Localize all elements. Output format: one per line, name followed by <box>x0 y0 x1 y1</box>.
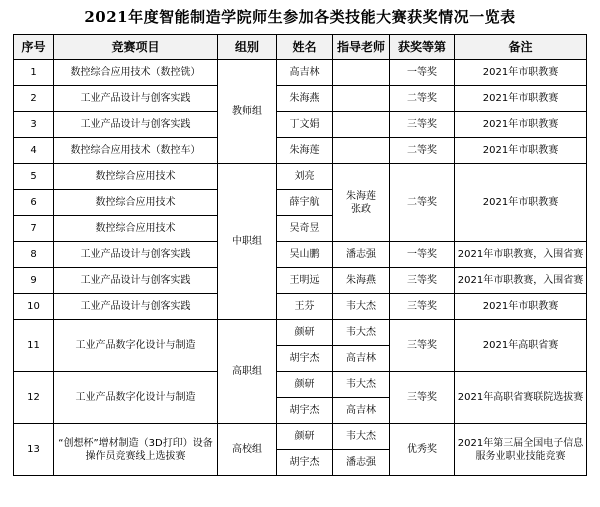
cell-note: 2021年市职教赛 <box>455 112 587 138</box>
cell-teacher <box>333 138 390 164</box>
cell-teacher <box>333 60 390 86</box>
cell-note: 2021年市职教赛 <box>455 86 587 112</box>
cell-name: 刘亮 <box>277 164 333 190</box>
cell-name: 丁文娟 <box>277 112 333 138</box>
cell-project: “创想杯”增材制造（3D打印）设备操作员竞赛线上选拔赛 <box>54 424 218 476</box>
cell-project: 工业产品设计与创客实践 <box>54 294 218 320</box>
cell-no: 10 <box>14 294 54 320</box>
table-row <box>14 138 587 164</box>
cell-name: 朱海燕 <box>277 86 333 112</box>
cell-project: 工业产品设计与创客实践 <box>54 242 218 268</box>
cell-note: 2021年市职教赛，入围省赛 <box>455 242 587 268</box>
cell-award: 三等奖 <box>390 294 455 320</box>
table-row <box>14 60 587 86</box>
table-row <box>14 242 587 268</box>
header-no: 序号 <box>14 35 54 60</box>
cell-note: 2021年高职省赛联院选拔赛 <box>455 372 587 424</box>
header-row <box>14 35 587 60</box>
cell-name: 胡宇杰 <box>277 346 333 372</box>
cell-name: 朱海莲 <box>277 138 333 164</box>
cell-award: 一等奖 <box>390 242 455 268</box>
cell-name: 王明远 <box>277 268 333 294</box>
cell-project: 数控综合应用技术 <box>54 164 218 190</box>
table-row <box>14 294 587 320</box>
cell-no: 6 <box>14 190 54 216</box>
cell-teacher: 潘志强 <box>333 242 390 268</box>
cell-project: 工业产品数字化设计与制造 <box>54 372 218 424</box>
cell-name: 胡宇杰 <box>277 450 333 476</box>
cell-name: 王芬 <box>277 294 333 320</box>
cell-note: 2021年市职教赛 <box>455 294 587 320</box>
cell-teacher: 韦大杰 <box>333 424 390 450</box>
cell-award: 二等奖 <box>390 138 455 164</box>
cell-no: 2 <box>14 86 54 112</box>
cell-project: 工业产品数字化设计与制造 <box>54 320 218 372</box>
cell-award: 三等奖 <box>390 112 455 138</box>
cell-project: 数控综合应用技术（数控车） <box>54 138 218 164</box>
cell-note-merged: 2021年市职教赛 <box>455 164 587 242</box>
header-project: 竞赛项目 <box>54 35 218 60</box>
cell-no: 9 <box>14 268 54 294</box>
cell-award: 一等奖 <box>390 60 455 86</box>
cell-teacher: 韦大杰 <box>333 320 390 346</box>
cell-name: 颜研 <box>277 320 333 346</box>
cell-group-higher: 高职组 <box>218 320 277 424</box>
cell-no: 8 <box>14 242 54 268</box>
cell-note: 2021年市职教赛，入围省赛 <box>455 268 587 294</box>
cell-teacher: 韦大杰 <box>333 294 390 320</box>
cell-note: 2021年市职教赛 <box>455 138 587 164</box>
cell-project: 数控综合应用技术 <box>54 190 218 216</box>
header-group: 组别 <box>218 35 277 60</box>
cell-project: 数控综合应用技术（数控铣） <box>54 60 218 86</box>
cell-award: 三等奖 <box>390 320 455 372</box>
cell-project: 数控综合应用技术 <box>54 216 218 242</box>
cell-group-college: 高校组 <box>218 424 277 476</box>
cell-name: 颜研 <box>277 372 333 398</box>
cell-award: 三等奖 <box>390 268 455 294</box>
cell-name: 颜研 <box>277 424 333 450</box>
cell-name: 吴奇昱 <box>277 216 333 242</box>
cell-no: 11 <box>14 320 54 372</box>
cell-teacher: 韦大杰 <box>333 372 390 398</box>
cell-teacher-merged: 朱海莲 张政 <box>333 164 390 242</box>
cell-name: 胡宇杰 <box>277 398 333 424</box>
cell-teacher: 高吉林 <box>333 346 390 372</box>
cell-no: 4 <box>14 138 54 164</box>
cell-no: 13 <box>14 424 54 476</box>
cell-project: 工业产品设计与创客实践 <box>54 112 218 138</box>
cell-name: 薛宇航 <box>277 190 333 216</box>
table-row <box>14 86 587 112</box>
header-name: 姓名 <box>277 35 333 60</box>
header-award: 获奖等第 <box>390 35 455 60</box>
cell-group-teacher: 教师组 <box>218 60 277 164</box>
cell-no: 3 <box>14 112 54 138</box>
cell-teacher: 朱海燕 <box>333 268 390 294</box>
table-row <box>14 164 587 190</box>
cell-teacher: 潘志强 <box>333 450 390 476</box>
table-row <box>14 112 587 138</box>
cell-name: 高吉林 <box>277 60 333 86</box>
cell-no: 12 <box>14 372 54 424</box>
cell-no: 7 <box>14 216 54 242</box>
table-row <box>14 424 587 450</box>
cell-note: 2021年第三届全国电子信息服务业职业技能竞赛 <box>455 424 587 476</box>
table-row <box>14 268 587 294</box>
header-note: 备注 <box>455 35 587 60</box>
cell-award-merged: 二等奖 <box>390 164 455 242</box>
header-teacher: 指导老师 <box>333 35 390 60</box>
cell-teacher <box>333 112 390 138</box>
cell-group-middle: 中职组 <box>218 164 277 320</box>
table-row <box>14 372 587 398</box>
cell-award: 优秀奖 <box>390 424 455 476</box>
page-title: 2021年度智能制造学院师生参加各类技能大赛获奖情况一览表 <box>84 8 516 26</box>
cell-no: 5 <box>14 164 54 190</box>
cell-teacher <box>333 86 390 112</box>
cell-no: 1 <box>14 60 54 86</box>
cell-project: 工业产品设计与创客实践 <box>54 86 218 112</box>
cell-teacher: 高吉林 <box>333 398 390 424</box>
table-row <box>14 320 587 346</box>
cell-note: 2021年市职教赛 <box>455 60 587 86</box>
cell-award: 二等奖 <box>390 86 455 112</box>
cell-project: 工业产品设计与创客实践 <box>54 268 218 294</box>
cell-note: 2021年高职省赛 <box>455 320 587 372</box>
cell-name: 吴山鹏 <box>277 242 333 268</box>
cell-award: 三等奖 <box>390 372 455 424</box>
awards-table <box>13 34 587 476</box>
